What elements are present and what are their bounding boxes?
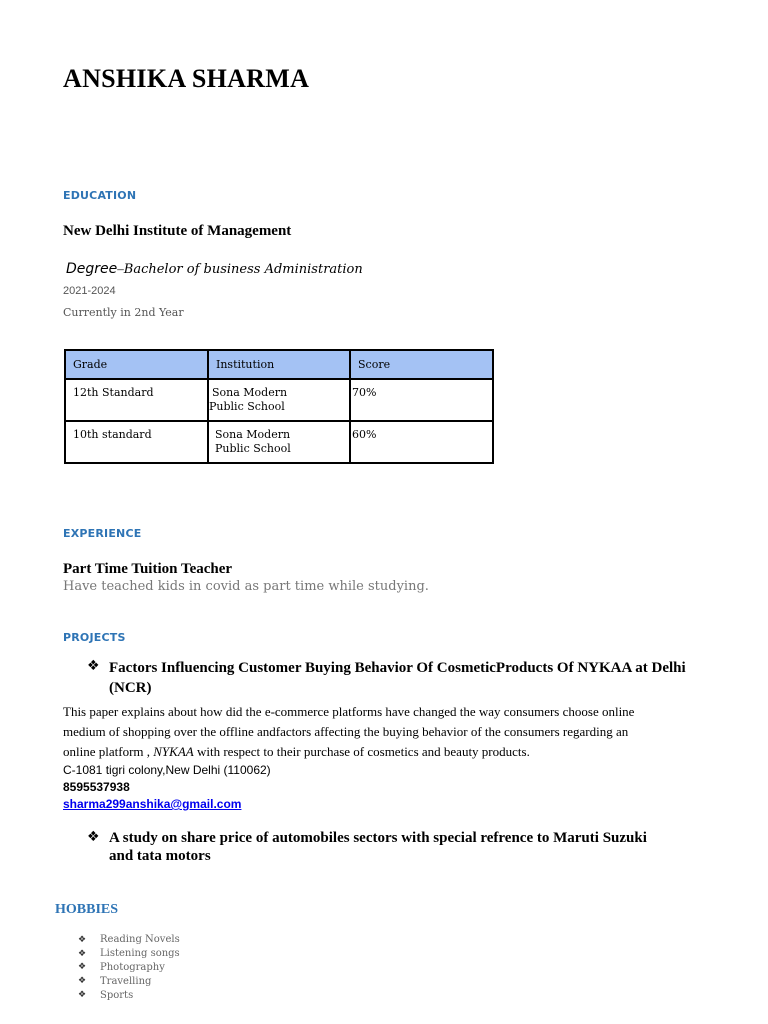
diamond-bullet-icon: ❖ bbox=[78, 934, 87, 945]
institute-name: New Delhi Institute of Management bbox=[63, 223, 292, 239]
table-cell-institution: Sona Modern Public School bbox=[208, 421, 350, 463]
hobbies-list bbox=[78, 933, 180, 1002]
table-header-row bbox=[65, 350, 493, 379]
candidate-name: ANSHIKA SHARMA bbox=[63, 64, 310, 93]
table-cell-score: 60% bbox=[350, 421, 493, 463]
table-cell-grade: 10th standard bbox=[65, 421, 208, 463]
table-header-cell: Score bbox=[350, 350, 493, 379]
diamond-bullet-icon: ❖ bbox=[78, 990, 87, 1001]
contact-address: C-1081 tigri colony,New Delhi (110062) bbox=[63, 763, 271, 777]
list-item: ❖ Photography bbox=[78, 961, 165, 973]
diamond-bullet-icon: ❖ bbox=[78, 962, 87, 973]
table-header-cell: Grade bbox=[65, 350, 208, 379]
table-header-cell: Institution bbox=[208, 350, 350, 379]
diamond-bullet-icon: ❖ bbox=[87, 658, 100, 674]
job-description: Have teached kids in covid as part time while studying. bbox=[63, 579, 429, 594]
diamond-bullet-icon: ❖ bbox=[78, 976, 87, 987]
hobbies-heading: HOBBIES bbox=[55, 902, 119, 917]
table-cell-grade: 12th Standard bbox=[65, 379, 208, 421]
project-title: Factors Influencing Customer Buying Behavior Of CosmeticProducts Of NYKAA at Delhi (NCR) bbox=[109, 660, 686, 696]
table-cell-score: 70% bbox=[350, 379, 493, 421]
table-row bbox=[65, 421, 493, 463]
list-item: ❖ Sports bbox=[78, 989, 134, 1001]
degree-line bbox=[66, 261, 363, 277]
job-title: Part Time Tuition Teacher bbox=[63, 561, 233, 577]
education-years: 2021-2024 bbox=[63, 285, 116, 297]
degree-dash: – bbox=[117, 261, 124, 276]
contact-email-link[interactable]: sharma299anshika@gmail.com bbox=[63, 797, 242, 811]
list-item: ❖ Reading Novels bbox=[78, 934, 180, 946]
grades-table bbox=[64, 349, 494, 464]
list-item: ❖ Travelling bbox=[78, 975, 152, 987]
degree-label: Degree bbox=[66, 261, 118, 277]
projects-heading: PROJECTS bbox=[63, 631, 126, 644]
education-status: Currently in 2nd Year bbox=[63, 306, 184, 319]
table-cell-institution: Sona Modern Public School bbox=[208, 379, 350, 421]
project-title: A study on share price of automobiles sectors with special refrence to Maruti Suzuki and tata motors bbox=[109, 830, 647, 864]
education-heading: EDUCATION bbox=[63, 189, 137, 202]
experience-heading: EXPERIENCE bbox=[63, 527, 142, 540]
diamond-bullet-icon: ❖ bbox=[87, 829, 100, 845]
degree-value: Bachelor of business Administration bbox=[123, 262, 363, 277]
project-description: This paper explains about how did the e-commerce platforms have changed the way consumers choose online medium of shopping over the offline andfactors affecting the buying behavior of the consumers regarding an online platform , NYKAA with respect to their purchase of cosmetics and beauty products. bbox=[63, 704, 635, 759]
table-row bbox=[65, 379, 493, 421]
contact-phone: 8595537938 bbox=[63, 780, 130, 794]
diamond-bullet-icon: ❖ bbox=[78, 948, 87, 959]
list-item: ❖ Listening songs bbox=[78, 948, 180, 960]
